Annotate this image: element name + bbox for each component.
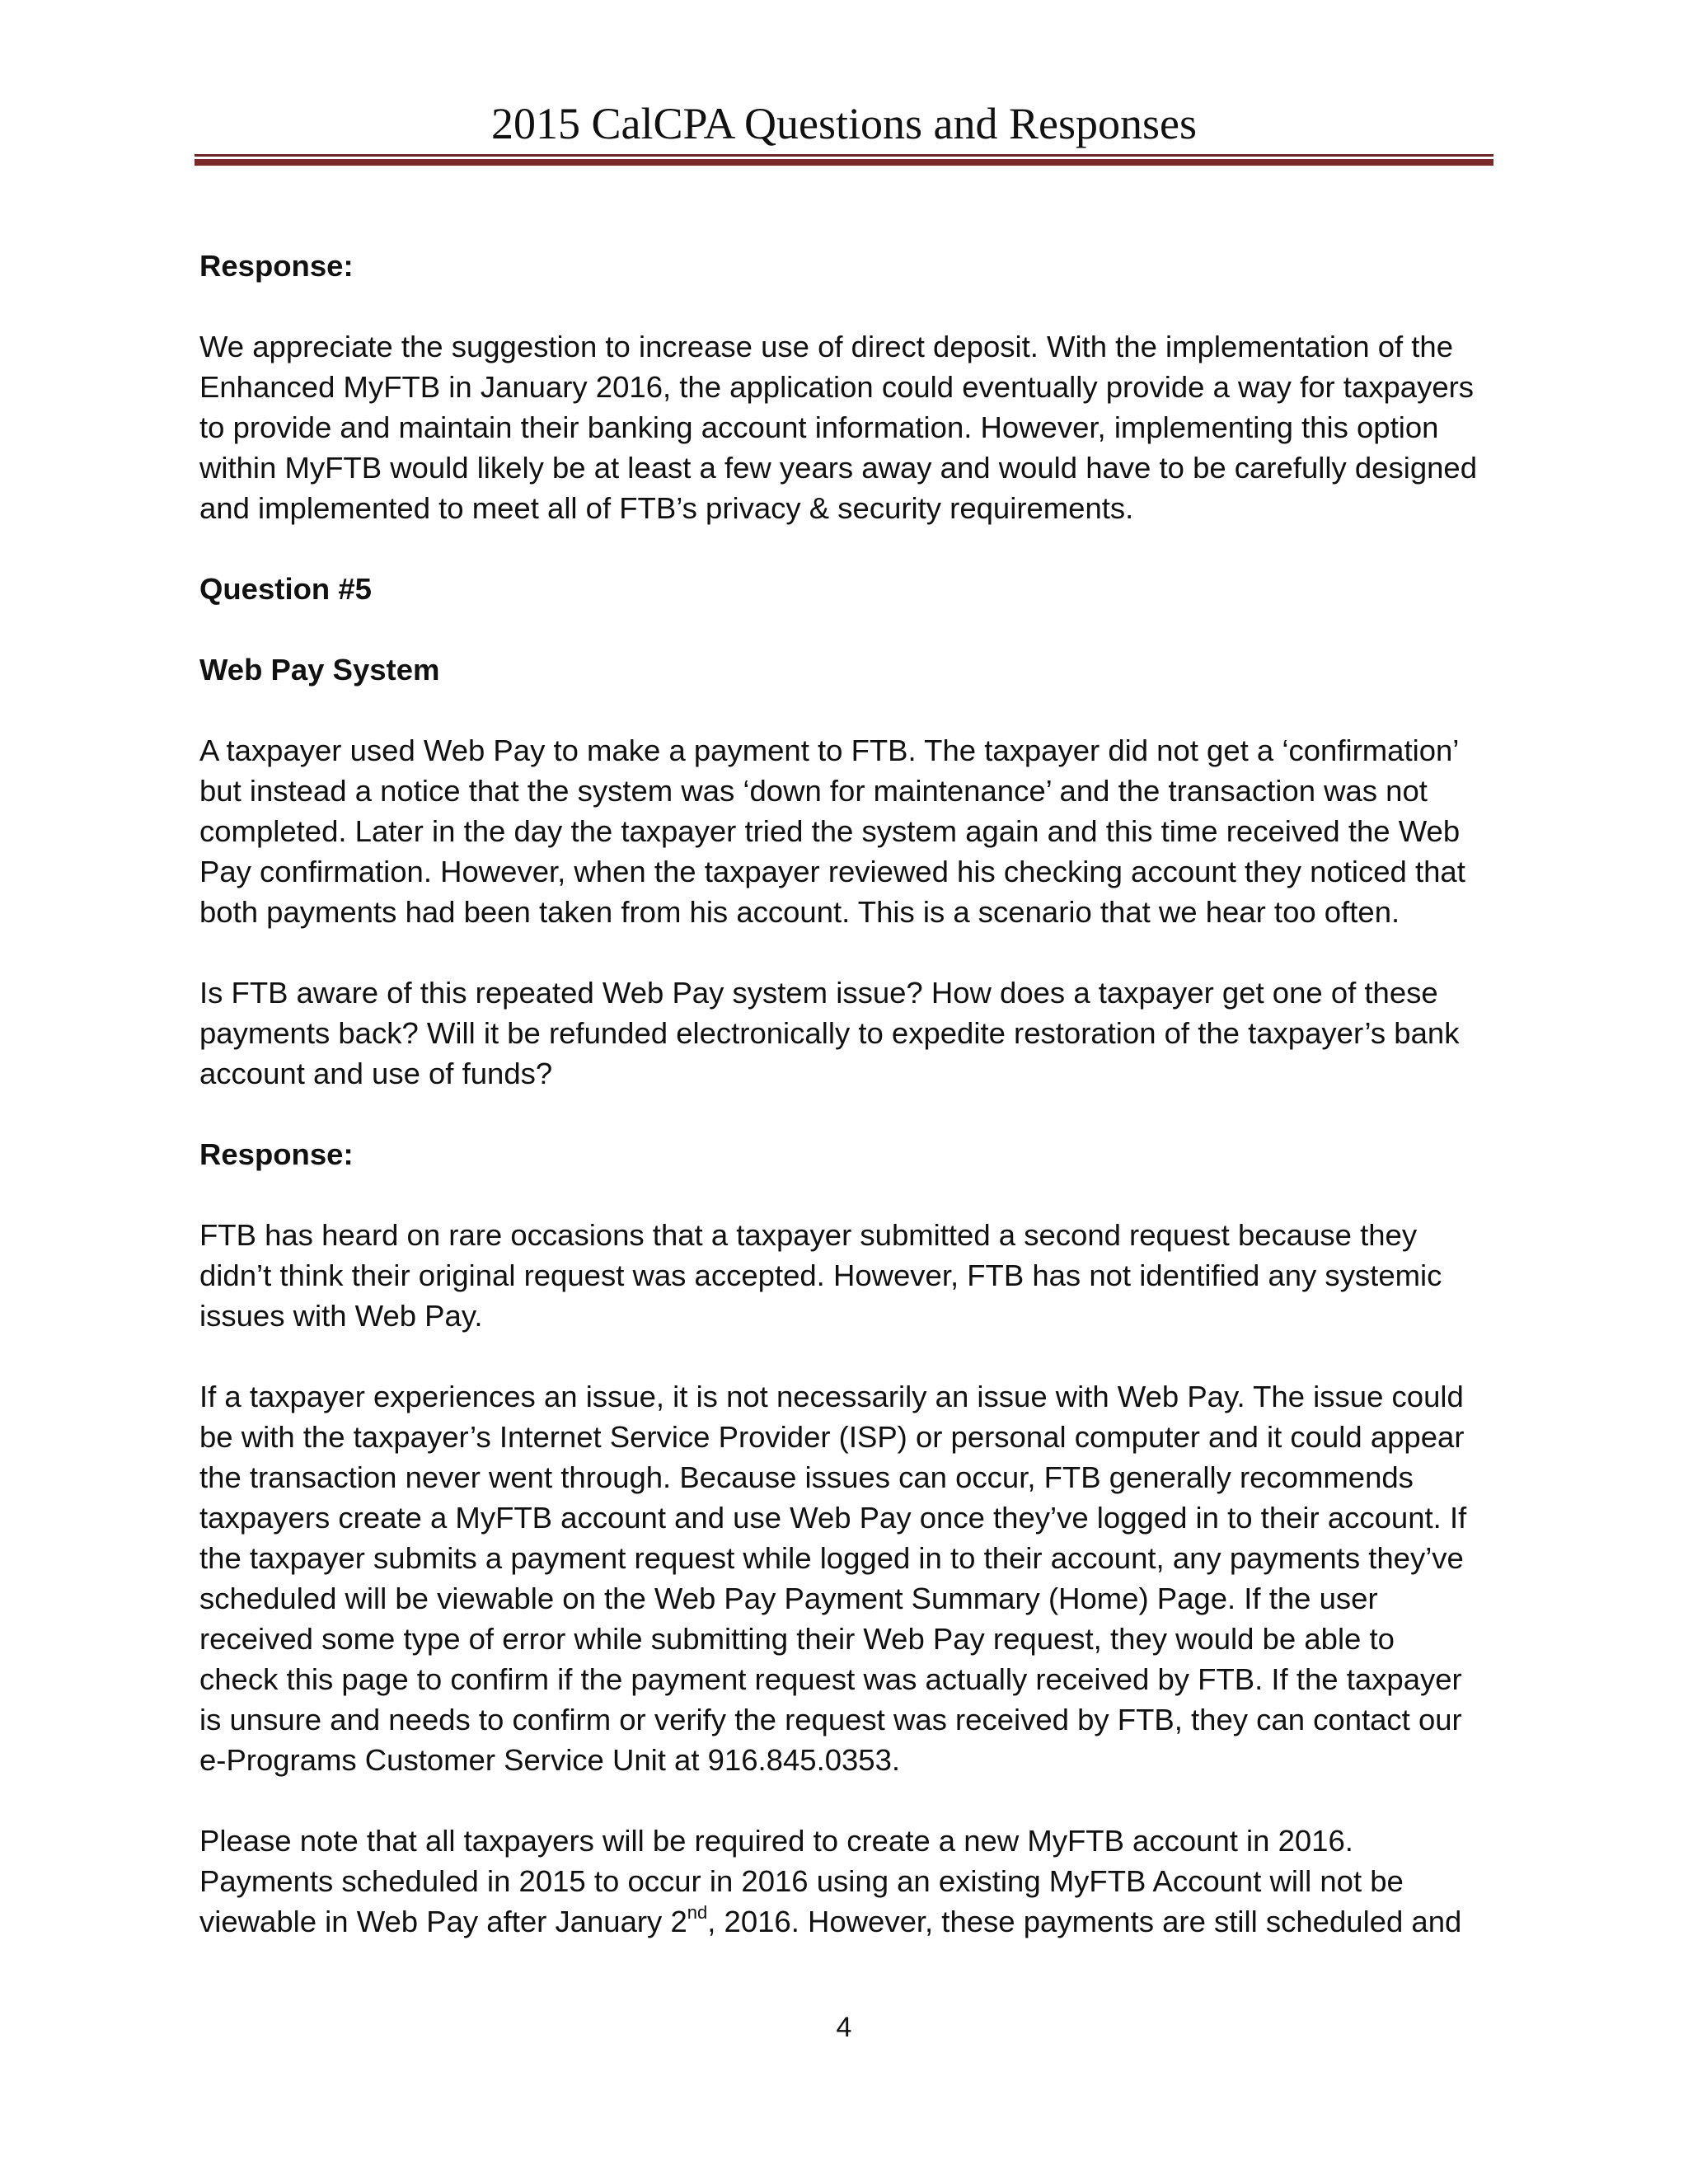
paragraph-ftb-response xyxy=(199,1215,1502,1336)
paragraph-line: be with the taxpayer’s Internet Service Provider (ISP) or personal computer and it could appear xyxy=(199,1420,1465,1454)
paragraph-issue-details xyxy=(199,1376,1502,1780)
paragraph-line: Enhanced MyFTB in January 2016, the application could eventually provide a way for taxpayers xyxy=(199,370,1475,404)
page-header-title: 2015 CalCPA Questions and Responses xyxy=(490,99,1198,148)
ordinal-superscript: nd xyxy=(687,1901,708,1923)
paragraph-spacer xyxy=(199,1336,1502,1376)
paragraph-spacer xyxy=(199,932,1502,972)
paragraph-line: both payments had been taken from his account. This is a scenario that we hear too often. xyxy=(199,895,1400,929)
text-segment: , 2016. However, these payments are still scheduled and xyxy=(707,1905,1462,1938)
response-heading: Response: xyxy=(199,249,354,283)
document-body xyxy=(199,246,1502,1942)
paragraph-line: didn’t think their original request was accepted. However, FTB has not identified any systemic xyxy=(199,1258,1442,1292)
paragraph-direct-deposit-response xyxy=(199,326,1502,528)
page-number: 4 xyxy=(836,2012,852,2043)
paragraph-spacer xyxy=(199,609,1502,649)
paragraph-line: Pay confirmation. However, when the taxpayer reviewed his checking account they noticed that xyxy=(199,855,1465,888)
header-divider xyxy=(195,154,1493,166)
paragraph-spacer xyxy=(199,528,1502,569)
paragraph-line: to provide and maintain their banking account information. However, implementing this option xyxy=(199,410,1439,444)
header-divider-thick-line xyxy=(195,159,1493,166)
paragraph-line: e-Programs Customer Service Unit at 916.845.0353. xyxy=(199,1743,901,1777)
paragraph-line: Payments scheduled in 2015 to occur in 2016 using an existing MyFTB Account will not be xyxy=(199,1864,1404,1898)
paragraph-line: payments back? Will it be refunded electronically to expedite restoration of the taxpayer’s bank xyxy=(199,1016,1460,1050)
paragraph-line: If a taxpayer experiences an issue, it is not necessarily an issue with Web Pay. The issue could xyxy=(199,1380,1464,1413)
paragraph-line-with-superscript xyxy=(199,1901,1502,1942)
paragraph-spacer xyxy=(199,1094,1502,1134)
paragraph-line: FTB has heard on rare occasions that a taxpayer submitted a second request because they xyxy=(199,1218,1418,1252)
paragraph-line: Is FTB aware of this repeated Web Pay system issue? How does a taxpayer get one of these xyxy=(199,976,1438,1010)
paragraph-line: is unsure and needs to confirm or verify the request was received by FTB, they can contact our xyxy=(199,1703,1462,1736)
paragraph-line: scheduled will be viewable on the Web Pay Payment Summary (Home) Page. If the user xyxy=(199,1582,1378,1615)
paragraph-web-pay-questions xyxy=(199,972,1502,1094)
paragraph-line: completed. Later in the day the taxpayer tried the system again and this time received the Web xyxy=(199,814,1461,848)
paragraph-line: the taxpayer submits a payment request while logged in to their account, any payments they’ve xyxy=(199,1541,1464,1575)
paragraph-spacer xyxy=(199,690,1502,730)
paragraph-line: Please note that all taxpayers will be required to create a new MyFTB account in 2016. xyxy=(199,1824,1353,1858)
paragraph-web-pay-scenario xyxy=(199,730,1502,932)
paragraph-line: received some type of error while submitting their Web Pay request, they would be able to xyxy=(199,1622,1395,1656)
paragraph-spacer xyxy=(199,1174,1502,1215)
paragraph-spacer xyxy=(199,1780,1502,1821)
paragraph-line: issues with Web Pay. xyxy=(199,1299,483,1333)
paragraph-spacer xyxy=(199,286,1502,326)
paragraph-line: the transaction never went through. Because issues can occur, FTB generally recommends xyxy=(199,1460,1414,1494)
text-segment: viewable in Web Pay after January 2 xyxy=(199,1905,687,1938)
paragraph-line: We appreciate the suggestion to increase use of direct deposit. With the implementation of the xyxy=(199,330,1454,363)
paragraph-line: account and use of funds? xyxy=(199,1057,553,1090)
paragraph-line: and implemented to meet all of FTB’s privacy & security requirements. xyxy=(199,491,1134,525)
question-heading: Question #5 xyxy=(199,572,372,606)
paragraph-line: check this page to confirm if the payment request was actually received by FTB. If the taxpayer xyxy=(199,1662,1462,1696)
paragraph-myftb-note xyxy=(199,1821,1502,1942)
header-divider-thin-line xyxy=(195,154,1493,157)
topic-heading: Web Pay System xyxy=(199,653,440,687)
paragraph-line: but instead a notice that the system was ‘down for maintenance’ and the transaction was not xyxy=(199,774,1428,808)
response-heading: Response: xyxy=(199,1137,354,1171)
paragraph-line: within MyFTB would likely be at least a few years away and would have to be carefully designed xyxy=(199,451,1478,485)
paragraph-line: A taxpayer used Web Pay to make a payment to FTB. The taxpayer did not get a ‘confirmation’ xyxy=(199,733,1460,767)
paragraph-line: taxpayers create a MyFTB account and use Web Pay once they’ve logged in to their account. If xyxy=(199,1501,1467,1535)
